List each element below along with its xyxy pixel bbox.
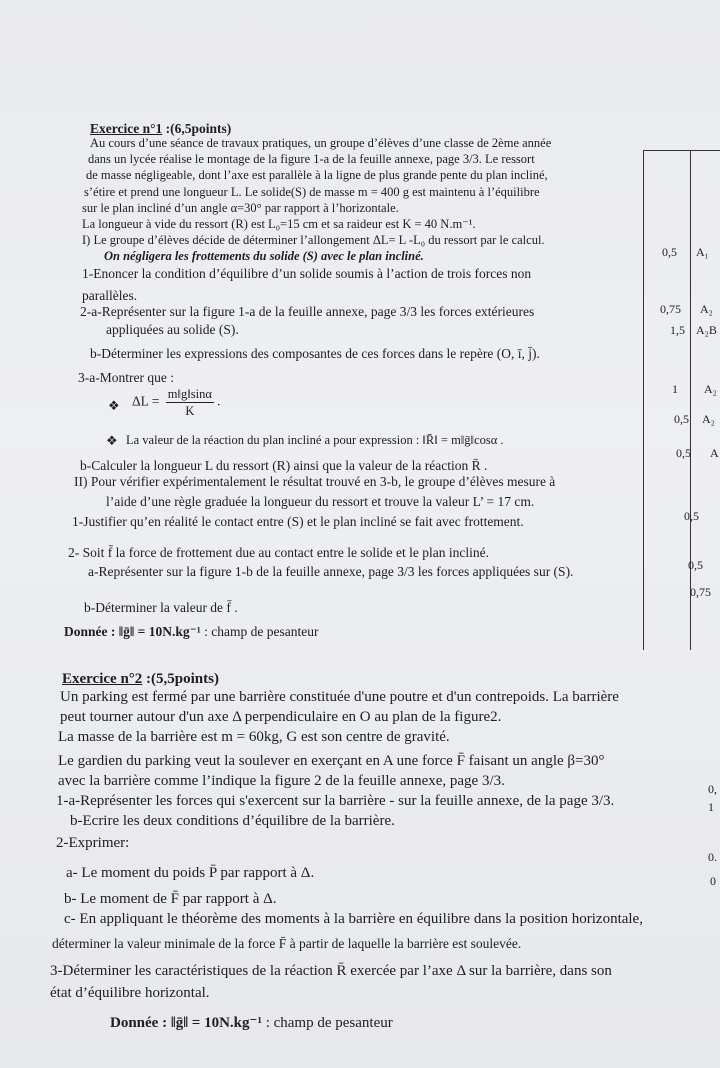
exercise-2-heading [62,670,219,688]
score-value: 0,5 [674,412,689,426]
ex2-text-line: a- Le moment du poids P̄ par rapport à Δ. [66,865,315,881]
score-value: 0, [708,782,717,796]
fraction-numerator: m‖g‖sinα [167,387,212,401]
ex2-text-line: c- En appliquant le théorème des moments à la barrière en équilibre dans la position horizontale, [64,911,643,927]
ex1-text-line: La valeur de la réaction du plan incliné a pour expression : ‖R̄‖ = m‖ḡ‖cosα . [126,433,504,447]
ex1-text-line: dans un lycée réalise le montage de la figure 1-a de la feuille annexe, page 3/3. Le ressort [88,152,535,166]
score-value: 0,75 [660,302,681,316]
ex1-text-line: 2-a-Représenter sur la figure 1-a de la feuille annexe, page 3/3 les forces extérieures [80,304,535,319]
score-column-border-mid [690,150,691,650]
ex2-text-line: La masse de la barrière est m = 60kg, G est son centre de gravité. [58,729,450,745]
ex1-text-line: On négligera les frottements du solide (S) avec le plan incliné. [104,249,424,263]
bullet-icon: ❖ [106,433,118,448]
ex1-text-line: parallèles. [82,288,138,303]
ex1-text-line: b-Déterminer la valeur de f̄ . [84,600,238,615]
ex1-text-line: de masse négligeable, dont l’axe est parallèle à la ligne de plus grande pente du plan incliné, [86,168,548,182]
score-value: 0,5 [662,245,677,259]
ex1-text-line: 3-a-Montrer que : [78,370,174,385]
ex1-text-line: b-Déterminer les expressions des composantes de ces forces dans le repère (O, ī, j̄). [90,346,540,361]
score-code: A [710,446,719,460]
score-value: 1 [708,800,714,814]
ex2-text-line: 1-a-Représenter les forces qui s'exercent sur la barrière - sur la feuille annexe, de la page 3/3. [56,793,615,809]
ex2-text-line: Le gardien du parking veut la soulever en exerçant en A une force F̄ faisant un angle β=30° [58,753,605,769]
ex1-text-line: b-Calculer la longueur L du ressort (R) ainsi que la valeur de la réaction R̄ . [80,458,488,473]
bullet-icon: ❖ [108,398,120,413]
ex1-given-data [64,624,318,640]
given-label: Donnée : [110,1015,168,1031]
score-code: A₂ [700,302,713,316]
score-value: 0,75 [690,585,711,599]
ex1-text-line: La longueur à vide du ressort (R) est L₀=15 cm et sa raideur est K = 40 N.m⁻¹. [82,217,476,231]
score-column-border-left [643,150,644,650]
ex1-text-line: II) Pour vérifier expérimentalement le résultat trouvé en 3-b, le groupe d’élèves mesure à [74,474,556,489]
ex1-text-line: Au cours d’une séance de travaux pratiques, un groupe d’élèves d’une classe de 2ème année [90,136,552,150]
ex1-text-line: appliquées au solide (S). [106,322,239,337]
ex2-text-line: 3-Déterminer les caractéristiques de la réaction R̄ exercée par l’axe Δ sur la barrière, dans son [50,963,612,979]
ex1-text-line: 1-Enoncer la condition d’équilibre d’un solide soumis à l’action de trois forces non [82,266,532,281]
exercise-1-title: Exercice n°1 [90,121,163,136]
fraction-denominator: K [185,404,195,418]
ex1-text-line: l’aide d’une règle graduée la longueur du ressort et trouve la valeur L’ = 17 cm. [106,494,535,509]
ex1-text-line: sur le plan incliné d’un angle α=30° par rapport à l’horizontale. [82,201,399,215]
ex2-text-line: 2-Exprimer: [56,835,130,851]
gravity-description: : champ de pesanteur [265,1015,393,1031]
ex1-text-line: 2- Soit f̄ la force de frottement due au contact entre le solide et le plan incliné. [68,545,489,560]
score-code: A₂B [696,323,717,337]
score-value: 0 [710,874,716,888]
score-value: 0,5 [684,509,699,523]
ex2-text-line: Un parking est fermé par une barrière constituée d'une poutre et d'un contrepoids. La barrière [60,689,619,705]
gravity-description: : champ de pesanteur [204,624,319,639]
score-code: A₁ [696,245,709,259]
ex2-text-line: avec la barrière comme l’indique la figure 2 de la feuille annexe, page 3/3. [58,773,505,789]
ex2-given-data [110,1014,393,1032]
exercise-2-points: :(5,5points) [142,671,219,687]
score-value: 1 [672,382,678,396]
score-value: 0,5 [688,558,703,572]
score-value: 0,5 [676,446,691,460]
ex1-text-line: 1-Justifier qu’en réalité le contact entre (S) et le plan incliné se fait avec frottement. [72,514,524,529]
delta-l-formula: ΔL = $\frac{m‖g‖\sin\alpha}{K}$ . [132,387,221,418]
exercise-2-title: Exercice n°2 [62,671,143,687]
ex2-text-line: b-Ecrire les deux conditions d’équilibre de la barrière. [70,813,395,829]
ex2-text-line: b- Le moment de F̄ par rapport à Δ. [64,891,277,907]
delta-l-label: ΔL = [132,393,160,409]
gravity-value: ‖ḡ‖ = 10N.kg⁻¹ [118,624,201,639]
ex1-text-line: s’étire et prend une longueur L. Le solide(S) de masse m = 400 g est maintenu à l’équilibre [84,185,540,199]
given-label: Donnée : [64,624,116,639]
gravity-value: ‖ḡ‖ = 10N.kg⁻¹ [170,1015,262,1031]
score-code: A₂ [704,382,717,396]
score-code: A₂ [702,412,715,426]
score-value: 0. [708,850,717,864]
score-column-top [643,150,720,151]
ex2-text-line: déterminer la valeur minimale de la force F̄ à partir de laquelle la barrière est soulevée. [52,936,522,951]
exercise-1-points: :(6,5points) [162,121,232,136]
ex1-text-line: a-Représenter sur la figure 1-b de la feuille annexe, page 3/3 les forces appliquées sur (S). [88,564,574,579]
ex2-text-line: état d’équilibre horizontal. [50,985,210,1001]
score-value: 1,5 [670,323,685,337]
ex2-text-line: peut tourner autour d'un axe Δ perpendiculaire en O au plan de la figure2. [60,709,502,725]
ex1-text-line: I) Le groupe d’élèves décide de déterminer l’allongement ΔL= L -L₀ du ressort par le calcul. [82,233,545,247]
delta-l-fraction [166,386,214,419]
